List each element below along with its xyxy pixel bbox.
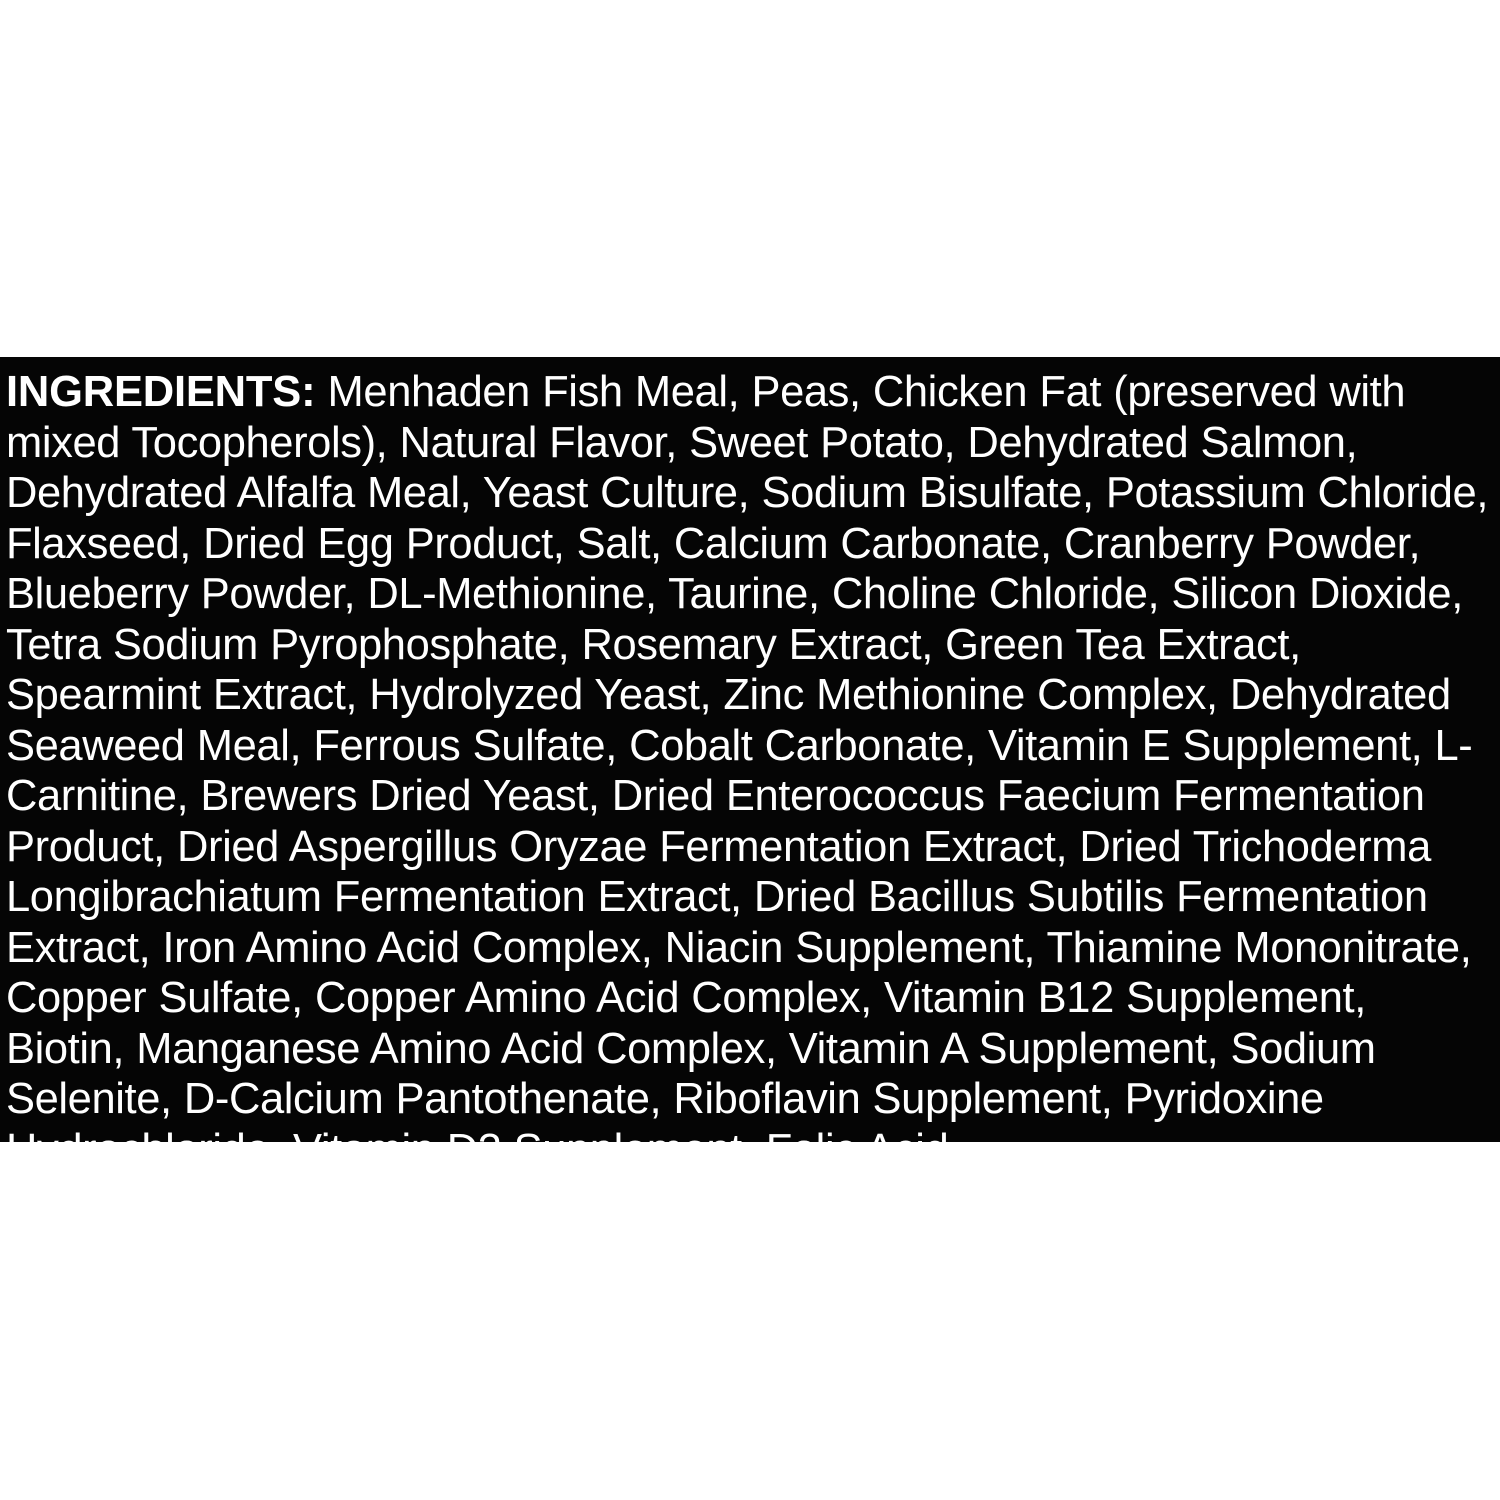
ingredients-paragraph [6, 367, 1494, 1175]
ingredients-body: Menhaden Fish Meal, Peas, Chicken Fat (preserved with mixed Tocopherols), Natural Flavor, Sweet Potato, Dehydrated Salmon, Dehydrated Alfalfa Meal, Yeast Culture, Sodium Bisulfate, Potassium Chloride, Flaxseed, Dried Egg Product, Salt, Calcium Carbonate, Cranberry Powder, Blueberry Powder, DL-Methionine, Taurine, Choline Chloride, Silicon Dioxide, Tetra Sodium Pyrophosphate, Rosemary Extract, Green Tea Extract, Spearmint Extract, Hydrolyzed Yeast, Zinc Methionine Complex, Dehydrated Seaweed Meal, Ferrous Sulfate, Cobalt Carbonate, Vitamin E Supplement, L-Carnitine, Brewers Dried Yeast, Dried Enterococcus Faecium Fermentation Product, Dried Aspergillus Oryzae Fermentation Extract, Dried Trichoderma Longibrachiatum Fermentation Extract, Dried Bacillus Subtilis Fermentation Extract, Iron Amino Acid Complex, Niacin Supplement, Thiamine Mononitrate, Copper Sulfate, Copper Amino Acid Complex, Vitamin B12 Supplement, Biotin, Manganese Amino Acid Complex, Vitamin A Supplement, Sodium Selenite, D-Calcium Pantothenate, Riboflavin Supplement, Pyridoxine Hydrochloride, Vitamin D3 Supplement, Folic Acid [6, 368, 1489, 1174]
ingredients-panel [0, 357, 1500, 1174]
ingredients-label: INGREDIENTS: [6, 368, 316, 416]
